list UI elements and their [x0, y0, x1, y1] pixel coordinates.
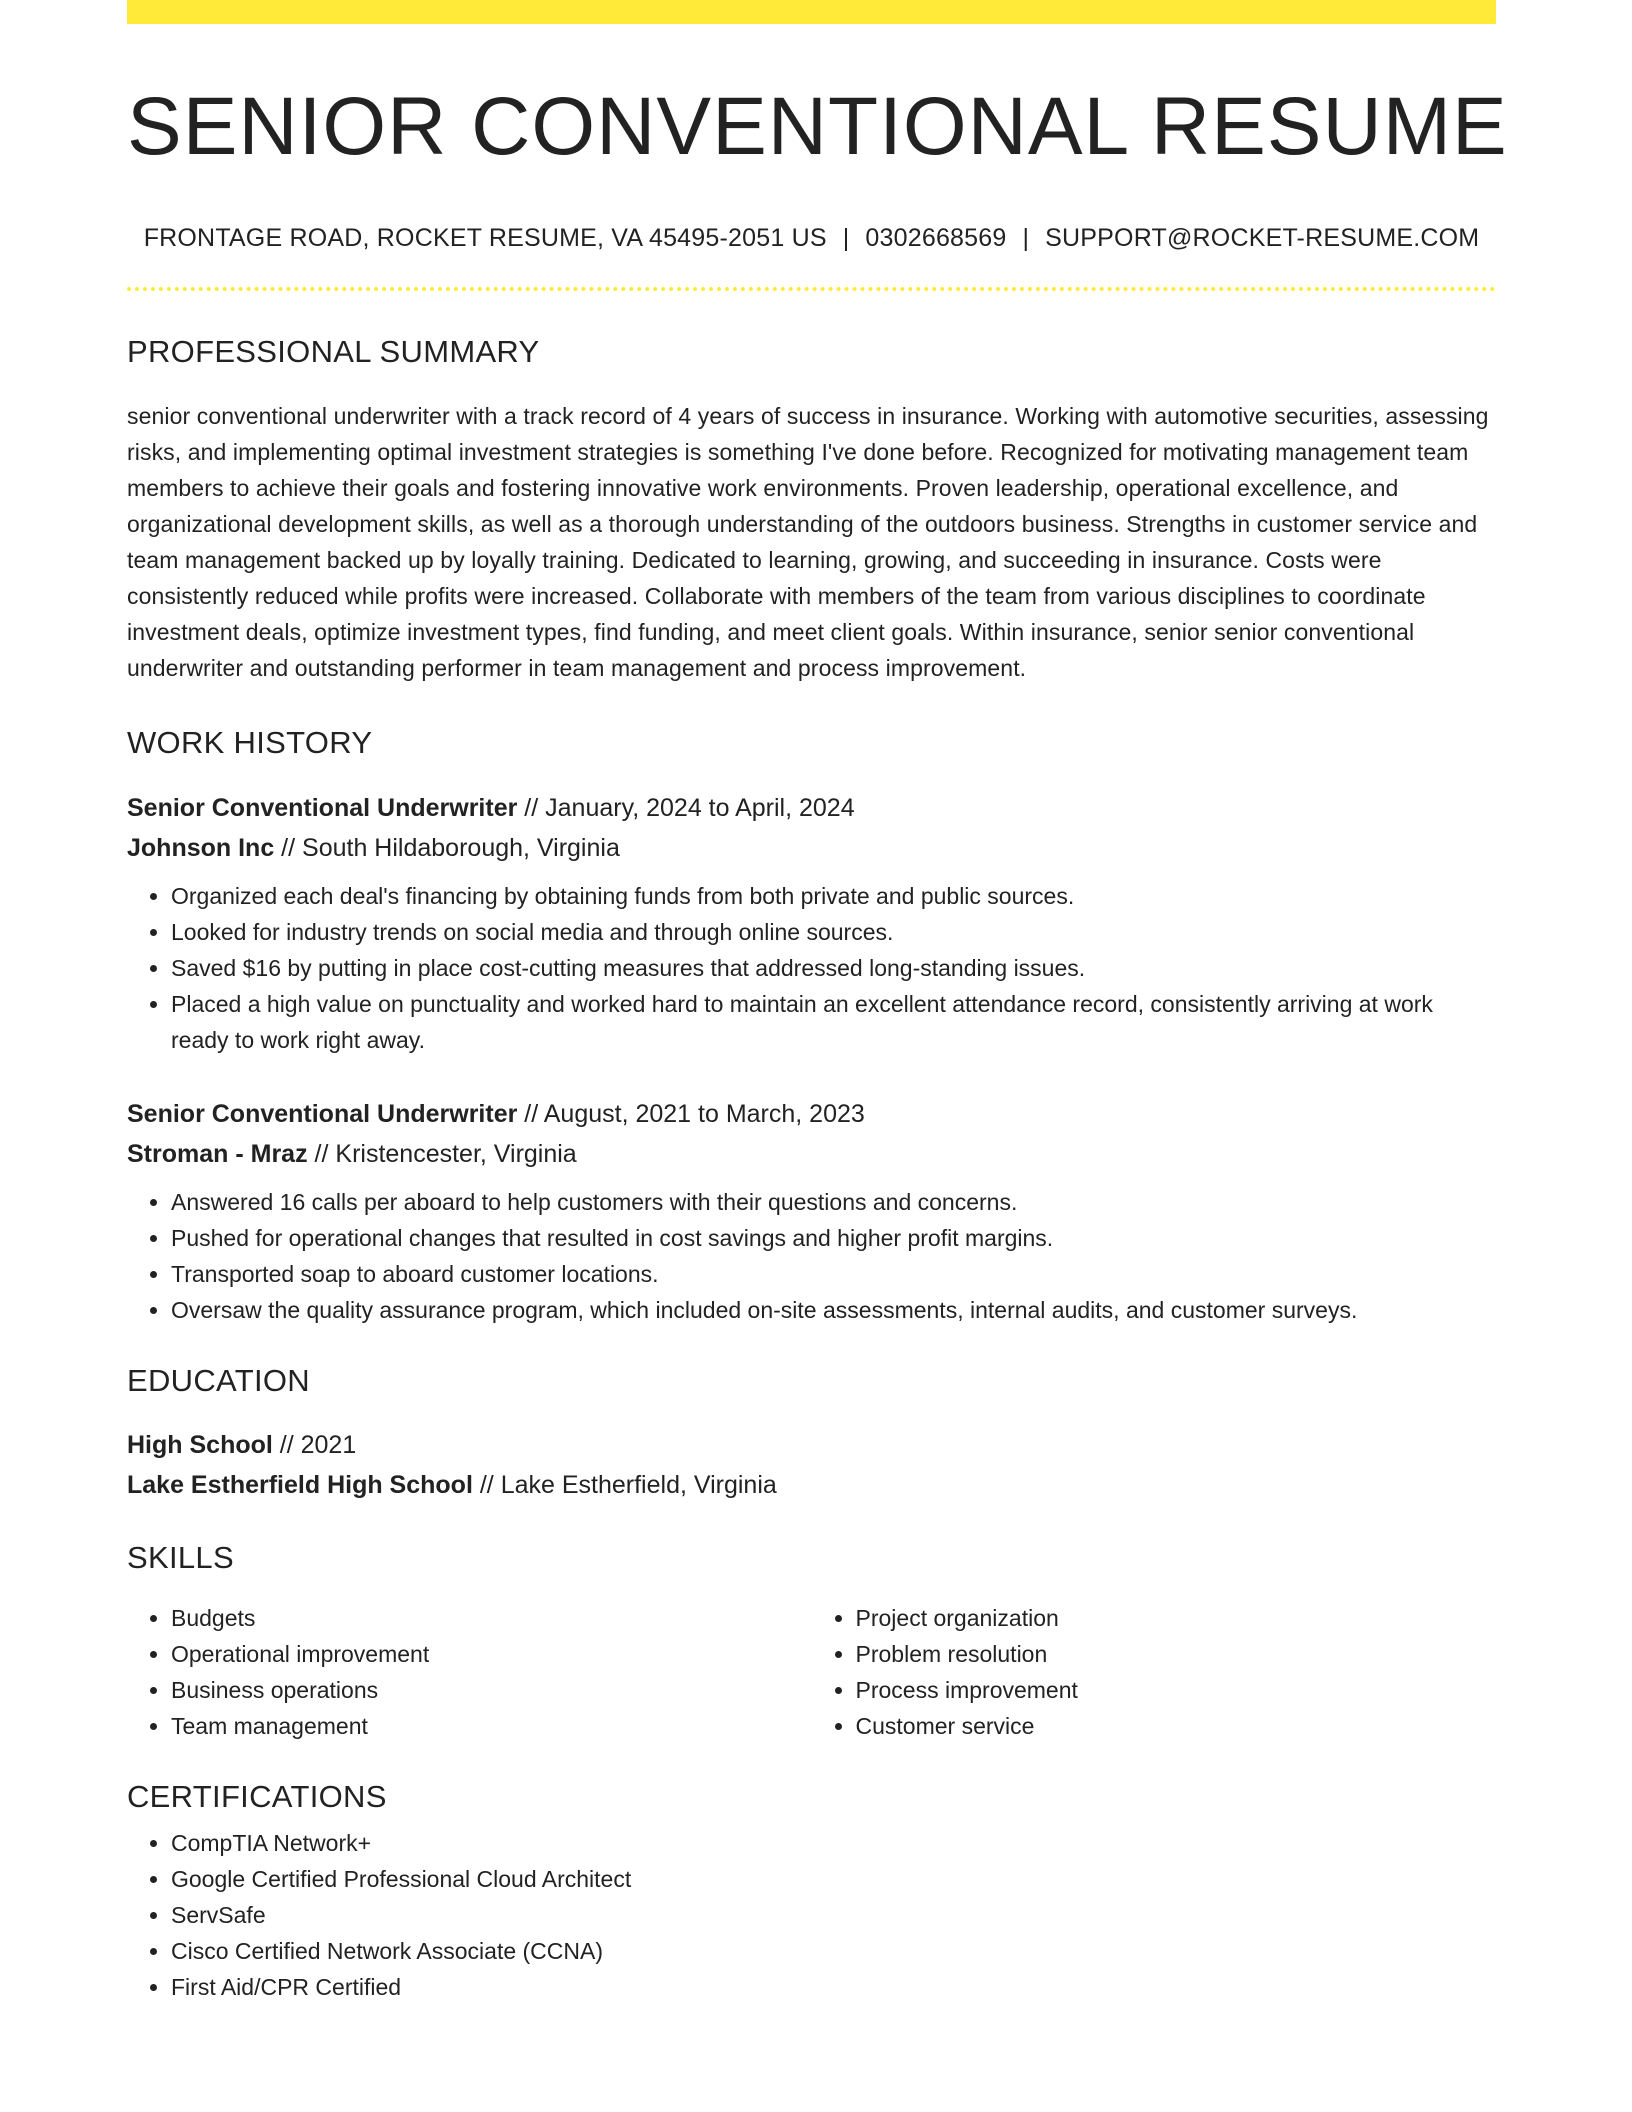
job-bullet: • Organized each deal's financing by obtaining funds from both private and public sources.: [171, 878, 1496, 914]
job-separator: //: [517, 1099, 544, 1128]
education-entry: [127, 1425, 1496, 1505]
job-bullet: • Answered 16 calls per aboard to help customers with their questions and concerns.: [171, 1184, 1496, 1220]
skills-grid: [127, 1600, 1496, 1744]
job-role: Senior Conventional Underwriter: [127, 1099, 518, 1128]
education-separator: //: [472, 1470, 501, 1499]
job-role-line: [127, 1094, 1496, 1134]
job-bullet: • Saved $16 by putting in place cost-cutting measures that addressed long-standing issues.: [171, 950, 1496, 986]
contact-line: [127, 224, 1496, 253]
skill-item: • Budgets: [171, 1600, 812, 1636]
section-title-skills: SKILLS: [127, 1539, 234, 1575]
certifications-list: [127, 1825, 1496, 2005]
job-company: Johnson Inc: [127, 833, 275, 862]
section-title-work-history: WORK HISTORY: [127, 725, 373, 761]
section-title-education: EDUCATION: [127, 1362, 310, 1398]
job-location: Kristencester, Virginia: [335, 1139, 577, 1168]
job-separator: //: [517, 793, 546, 822]
job-company-line: [127, 1134, 1496, 1174]
education-school-line: [127, 1465, 1496, 1505]
education-year: 2021: [300, 1430, 357, 1459]
education-location: Lake Estherfield, Virginia: [500, 1470, 777, 1499]
skill-item: • Problem resolution: [856, 1636, 1497, 1672]
resume-page: [127, 0, 1508, 2005]
skill-item: • Process improvement: [856, 1672, 1497, 1708]
skill-item: • Project organization: [856, 1600, 1497, 1636]
job-separator: //: [274, 833, 303, 862]
job-bullet: • Placed a high value on punctuality and worked hard to maintain an excellent attendance record, consistently arriving at work ready to work right away.: [171, 986, 1496, 1058]
skills-column-right: [812, 1600, 1497, 1744]
certification-item: • ServSafe: [171, 1897, 1496, 1933]
section-title-certifications: CERTIFICATIONS: [127, 1778, 387, 1814]
job-bullet: • Transported soap to aboard customer locations.: [171, 1256, 1496, 1292]
skill-item: • Business operations: [171, 1672, 812, 1708]
job-bullet: • Pushed for operational changes that resulted in cost savings and higher profit margins.: [171, 1220, 1496, 1256]
contact-separator: |: [842, 224, 850, 253]
job-bullet: • Oversaw the quality assurance program, which included on-site assessments, internal audits, and customer surveys.: [171, 1292, 1496, 1328]
job-bullet: • Looked for industry trends on social media and through online sources.: [171, 914, 1496, 950]
certification-item: • Google Certified Professional Cloud Architect: [171, 1861, 1496, 1897]
job-dates: August, 2021 to March, 2023: [543, 1099, 865, 1128]
job-company: Stroman - Mraz: [127, 1139, 308, 1168]
job-location: South Hildaborough, Virginia: [302, 833, 620, 862]
job-role: Senior Conventional Underwriter: [127, 793, 518, 822]
job-separator: //: [307, 1139, 336, 1168]
section-title-summary: PROFESSIONAL SUMMARY: [127, 334, 540, 370]
contact-email: SUPPORT@ROCKET-RESUME.COM: [1045, 224, 1480, 253]
dotted-divider: [127, 287, 1496, 291]
job-company-line: [127, 828, 1496, 868]
education-degree: High School: [127, 1430, 273, 1459]
job-role-line: [127, 788, 1496, 828]
top-accent-bar: [127, 0, 1496, 24]
skill-item: • Team management: [171, 1708, 812, 1744]
contact-address: FRONTAGE ROAD, ROCKET RESUME, VA 45495-2051 US: [143, 224, 827, 253]
skill-item: • Operational improvement: [171, 1636, 812, 1672]
education-school: Lake Estherfield High School: [127, 1470, 473, 1499]
certification-item: • Cisco Certified Network Associate (CCNA): [171, 1933, 1496, 1969]
job-bullets: [127, 1184, 1496, 1328]
education-degree-line: [127, 1425, 1496, 1465]
contact-phone: 0302668569: [865, 224, 1007, 253]
skills-column-left: [127, 1600, 812, 1744]
certification-item: • First Aid/CPR Certified: [171, 1969, 1496, 2005]
resume-title: SENIOR CONVENTIONAL RESUME: [127, 81, 1508, 172]
job-entry: [127, 788, 1496, 1058]
skill-item: • Customer service: [856, 1708, 1497, 1744]
education-separator: //: [272, 1430, 301, 1459]
summary-text: senior conventional underwriter with a track record of 4 years of success in insurance. Working with automotive securities, assessing risks, and implementing optimal investment strategies is something I've done before. Recognized for motivating management team members to achieve their goals and fostering innovative work environments. Proven leadership, operational excellence, and organizational development skills, as well as a thorough understanding of the outdoors business. Strengths in customer service and team management backed up by loyally training. Dedicated to learning, growing, and succeeding in insurance. Costs were consistently reduced while profits were increased. Collaborate with members of the team from various disciplines to coordinate investment deals, optimize investment types, find funding, and meet client goals. Within insurance, senior senior conventional underwriter and outstanding performer in team management and process improvement.: [127, 403, 1489, 682]
job-entry: [127, 1094, 1496, 1328]
contact-separator: |: [1022, 224, 1030, 253]
job-bullets: [127, 878, 1496, 1058]
job-dates: January, 2024 to April, 2024: [545, 793, 855, 822]
certification-item: • CompTIA Network+: [171, 1825, 1496, 1861]
